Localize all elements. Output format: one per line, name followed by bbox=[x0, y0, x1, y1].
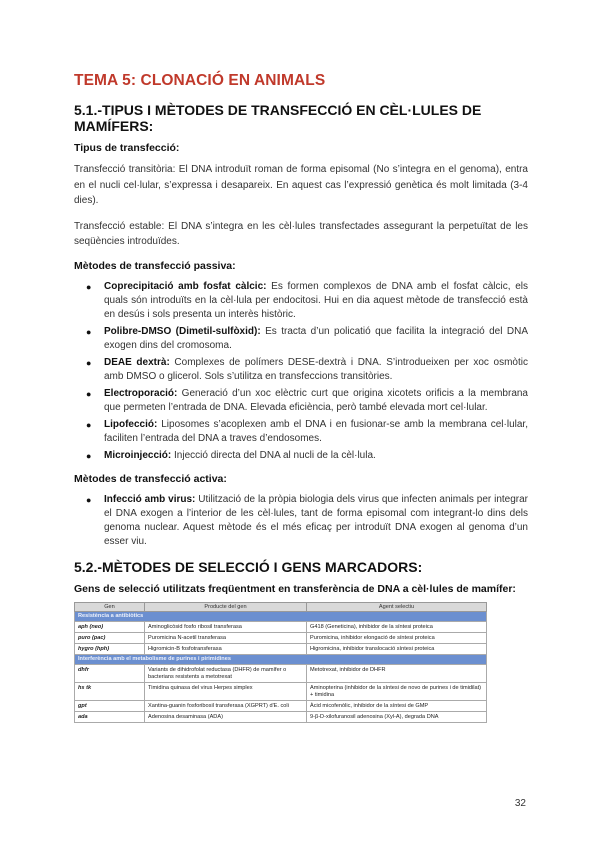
method-term: DEAE dextrà: bbox=[104, 356, 170, 368]
agent-cell: Metotrexat, inhibidor de DHFR bbox=[307, 665, 487, 683]
passive-methods-heading: Mètodes de transfecció passiva: bbox=[74, 259, 236, 272]
bullet-icon: ● bbox=[86, 450, 92, 461]
stable-transfection-paragraph: Transfecció estable: El DNA s’integra en les cèl·lules transfectades assegurant la perpetuïtat de les seqüències introduïdes. bbox=[74, 220, 528, 247]
agent-cell: 9-β-D-xilofuranosil adenosina (Xyl-A), degrada DNA bbox=[307, 712, 487, 723]
method-term: Coprecipitació amb fosfat càlcic: bbox=[104, 280, 267, 292]
table-row bbox=[75, 701, 487, 712]
list-item bbox=[86, 493, 529, 549]
selection-genes-table bbox=[74, 602, 487, 723]
agent-cell: Higromicina, inhibidor translocació síntesi proteica bbox=[307, 644, 487, 655]
section-heading-selection: 5.2.-MÈTODES DE SELECCIÓ I GENS MARCADORS: bbox=[74, 558, 423, 575]
bullet-icon: ● bbox=[86, 494, 92, 505]
agent-cell: G418 (Geneticina), inhibidor de la síntesi proteica bbox=[307, 622, 487, 633]
category-row bbox=[75, 655, 487, 665]
column-header: Producte del gen bbox=[145, 603, 307, 612]
list-item bbox=[86, 356, 528, 384]
product-cell: Puromicina N-acetil transferasa bbox=[145, 633, 307, 644]
bullet-icon: ● bbox=[86, 326, 92, 337]
list-item bbox=[86, 449, 528, 463]
gene-cell: gpt bbox=[75, 701, 145, 712]
chapter-title: TEMA 5: CLONACIÓ EN ANIMALS bbox=[74, 72, 326, 89]
bullet-icon: ● bbox=[86, 419, 92, 430]
types-heading: Tipus de transfecció: bbox=[74, 142, 180, 154]
product-cell: Adenosina desaminasa (ADA) bbox=[145, 712, 307, 723]
bullet-icon: ● bbox=[86, 281, 92, 292]
method-description: Injecció directa del DNA al nucli de la cèl·lula. bbox=[171, 449, 376, 461]
product-cell: Higromicin-B fosfotransferasa bbox=[145, 644, 307, 655]
method-description: Es tracta d’un policatió que facilita la integració del DNA exogen dins del cromosoma. bbox=[104, 325, 528, 351]
method-description: Generació d’un xoc elèctric curt que origina xicotets orificis a la membrana que permeten l’entrada de DNA. Elevada eficiència, però també elevada mort cel·lular. bbox=[104, 387, 528, 413]
method-description: Complexes de polímers DESE-dextrà i DNA. S’introdueixen per xoc osmòtic amb DMSO o glicerol. Sols s’utilitza en transfeccions transitòries. bbox=[104, 356, 528, 382]
gene-cell: dhfr bbox=[75, 665, 145, 683]
method-term: Lipofecció: bbox=[104, 418, 158, 430]
table-row bbox=[75, 665, 487, 683]
bullet-icon: ● bbox=[86, 388, 92, 399]
gene-cell: hygro (hph) bbox=[75, 644, 145, 655]
table-row bbox=[75, 633, 487, 644]
category-label: Resistència a antibiòtics bbox=[75, 612, 487, 622]
table-row bbox=[75, 683, 487, 701]
list-item bbox=[86, 418, 528, 446]
category-row bbox=[75, 612, 487, 622]
method-term: Infecció amb virus: bbox=[104, 493, 196, 505]
product-cell: Aminoglicòsid fosfo ribosil transferasa bbox=[145, 622, 307, 633]
agent-cell: Puromicina, inhibidor elongació de síntesi proteica bbox=[307, 633, 487, 644]
method-description: Es formen complexos de DNA amb el fosfat càlcic, els quals són introduïts en la cèl·lula per endocitosi. Hui en dia aquest mètode de transfecció està en desús i sols presenta un interès històric. bbox=[104, 280, 528, 320]
table-heading: Gens de selecció utilitzats freqüentment en transferència de DNA a cèl·lules de mamífer: bbox=[74, 582, 516, 595]
gene-cell: puro (pac) bbox=[75, 633, 145, 644]
section-heading-transfection: 5.1.-TIPUS I MÈTODES DE TRANSFECCIÓ EN CÈL·LULES DE MAMÍFERS: bbox=[74, 102, 482, 134]
list-item bbox=[86, 325, 528, 353]
column-header: Agent selectiu bbox=[307, 603, 487, 612]
category-label: Interferència amb el metabolisme de purines i pirimidines bbox=[75, 655, 487, 665]
gene-cell: aph (neo) bbox=[75, 622, 145, 633]
method-description: Liposomes s’acoplexen amb el DNA i en fusionar-se amb la membrana cel·lular, faciliten l’entrada del DNA a traves d’endosomes. bbox=[104, 418, 528, 444]
page-number: 32 bbox=[514, 798, 526, 809]
method-description: Utilització de la pròpia biologia dels virus que infecten animals per integrar el DNA exogen a l’interior de les cèl·lules, tant de forma episomal com integrant-lo dins dels genoma nuclear. Aquest mètode és el més eficaç per introduït DNA exogen al genoma d’un esser viu. bbox=[104, 493, 529, 547]
table-row bbox=[75, 712, 487, 723]
transient-transfection-paragraph: Transfecció transitòria: El DNA introduït roman de forma episomal (No s’integra en el genoma), entra en el nucli cel·lular, s’expressa i desapareix. En aquest cas l’expressió genètica és molt limitada (3-4 dies). bbox=[74, 164, 528, 206]
method-term: Electroporació: bbox=[104, 387, 178, 399]
method-term: Microinjecció: bbox=[104, 449, 172, 461]
list-item bbox=[86, 387, 528, 415]
product-cell: Xantina-guanin fosforibosil transferasa (XGPRT) d'E. coli bbox=[145, 701, 307, 712]
active-methods-heading: Mètodes de transfecció activa: bbox=[74, 472, 227, 485]
selection-genes-table-wrapper bbox=[74, 602, 486, 723]
gene-cell: ada bbox=[75, 712, 145, 723]
table-row bbox=[75, 644, 487, 655]
column-header: Gen bbox=[75, 603, 145, 612]
gene-cell: hs tk bbox=[75, 683, 145, 701]
table-header-row bbox=[75, 603, 487, 612]
page-content bbox=[74, 72, 528, 603]
method-term: Polibre-DMSO (Dimetil-sulfòxid): bbox=[104, 325, 261, 337]
passive-methods-list bbox=[74, 280, 528, 463]
agent-cell: Aminopterina (inhibidor de la síntesi de novo de purines i de timidilat) + timidina bbox=[307, 683, 487, 701]
product-cell: Variants de dihidrofolat reductasa (DHFR) de mamífer o bacterians resistents a metotrexat bbox=[145, 665, 307, 683]
agent-cell: Àcid micofenòlic, inhibidor de la síntesi de GMP bbox=[307, 701, 487, 712]
bullet-icon: ● bbox=[86, 357, 92, 368]
product-cell: Timidina quinasa del virus Herpes simplex bbox=[145, 683, 307, 701]
active-methods-list bbox=[74, 493, 528, 549]
list-item bbox=[86, 280, 528, 322]
table-row bbox=[75, 622, 487, 633]
